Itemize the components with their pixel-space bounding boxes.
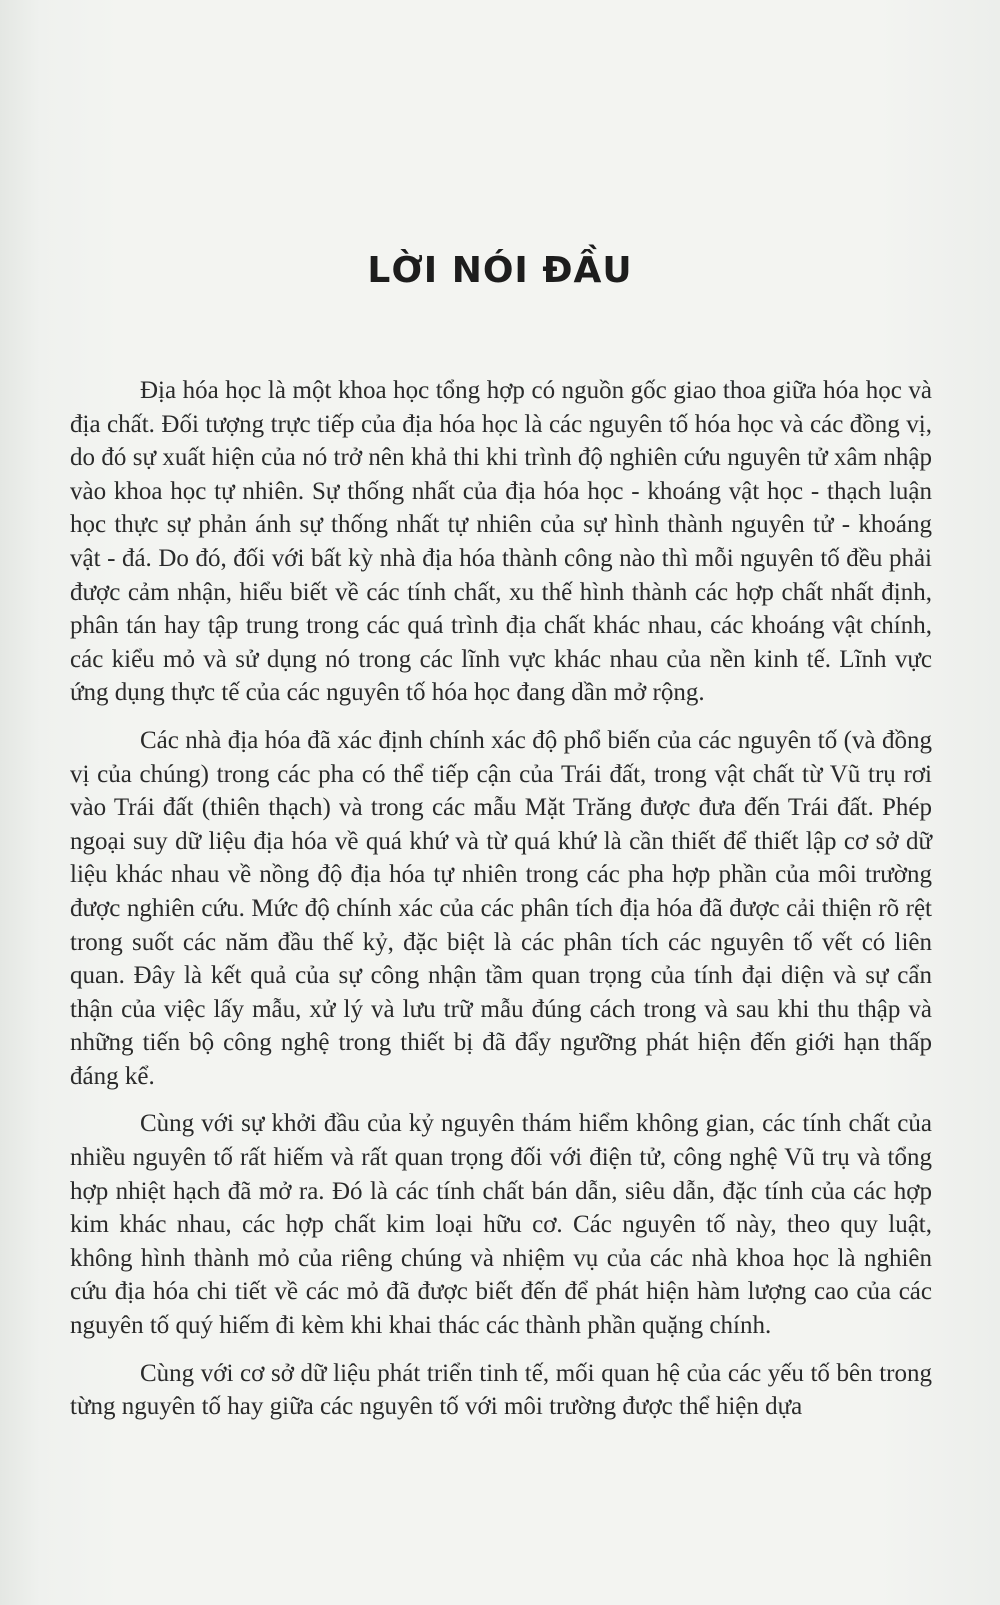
paragraph-4: Cùng với cơ sở dữ liệu phát triển tinh tế, mối quan hệ của các yếu tố bên trong từng nguyên tố hay giữa các nguyên tố với môi trường được thể hiện dựa — [70, 1359, 932, 1421]
paragraph-3: Cùng với sự khởi đầu của kỷ nguyên thám hiểm không gian, các tính chất của nhiều nguyên tố rất hiếm và rất quan trọng đối với điện tử, công nghệ Vũ trụ và tổng hợp nhiệt hạch đã mở ra. Đó là các tính chất bán dẫn, siêu dẫn, đặc tính của các hợp kim khác nhau, các hợp chất kim loại hữu cơ. Các nguyên tố này, theo quy luật, không hình thành mỏ của riêng chúng và nhiệm vụ của các nhà khoa học là nghiên cứu địa hóa chi tiết về các mỏ đã được biết đến để phát hiện hàm lượng cao của các nguyên tố quý hiếm đi kèm khi khai thác các thành phần quặng chính. — [70, 1110, 932, 1340]
paragraph-1: Địa hóa học là một khoa học tổng hợp có nguồn gốc giao thoa giữa hóa học và địa chất. Đối tượng trực tiếp của địa hóa học là các nguyên tố hóa học và các đồng vị, do đó sự xuất hiện của nó trở nên khả thi khi trình độ nghiên cứu nguyên tử xâm nhập vào khoa học tự nhiên. Sự thống nhất của địa hóa học - khoáng vật học - thạch luận học thực sự phản ánh sự thống nhất tự nhiên của sự hình thành nguyên tử - khoáng vật - đá. Do đó, đối với bất kỳ nhà địa hóa thành công nào thì mỗi nguyên tố đều phải được cảm nhận, hiểu biết về các tính chất, xu thế hình thành các hợp chất nhất định, phân tán hay tập trung trong các quá trình địa chất khác nhau, các khoáng vật chính, các kiểu mỏ và sử dụng nó trong các lĩnh vực khác nhau của nền kinh tế. Lĩnh vực ứng dụng thực tế của các nguyên tố hóa học đang dần mở rộng. — [70, 377, 932, 707]
body-text — [70, 374, 932, 1438]
paragraph-2: Các nhà địa hóa đã xác định chính xác độ phổ biến của các nguyên tố (và đồng vị của chúng) trong các pha có thể tiếp cận của Trái đất, trong vật chất từ Vũ trụ rơi vào Trái đất (thiên thạch) và trong các mẫu Mặt Trăng được đưa đến Trái đất. Phép ngoại suy dữ liệu địa hóa về quá khứ và từ quá khứ là cần thiết để thiết lập cơ sở dữ liệu khác nhau về nồng độ địa hóa tự nhiên trong các pha hợp phần của môi trường được nghiên cứu. Mức độ chính xác của các phân tích địa hóa đã được cải thiện rõ rệt trong suốt các năm đầu thế kỷ, đặc biệt là các phân tích các nguyên tố vết có liên quan. Đây là kết quả của sự công nhận tầm quan trọng của tính đại diện và sự cẩn thận của việc lấy mẫu, xử lý và lưu trữ mẫu đúng cách trong và sau khi thu thập và những tiến bộ công nghệ trong thiết bị đã đẩy ngưỡng phát hiện đến giới hạn thấp đáng kể. — [70, 726, 932, 1090]
page-title: LỜI NÓI ĐẦU — [367, 250, 633, 291]
